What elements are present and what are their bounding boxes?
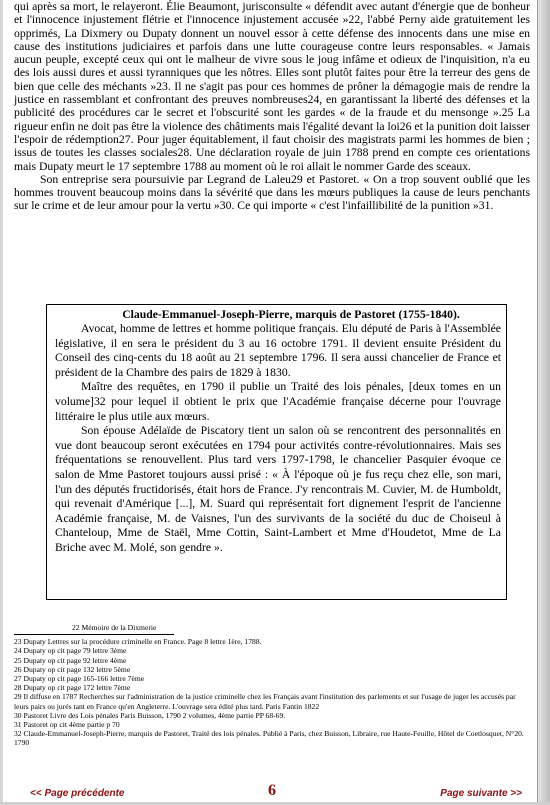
footnote-divider [14, 634, 174, 635]
scrollbar[interactable] [537, 0, 550, 805]
footnote: 31 Pastoret op cit 4ème partie p 70 [14, 720, 120, 730]
page-number: 6 [268, 782, 276, 799]
biography-box [46, 304, 507, 600]
biography-title: Claude-Emmanuel-Joseph-Pierre, marquis de Pastoret (1755-1840). [122, 308, 460, 321]
previous-page-link[interactable]: << Page précédente [30, 788, 125, 799]
biography-paragraph-3: Son épouse Adélaïde de Piscatory tient un salon où se rencontrent des personnalités en vue dont beaucoup seront exécutées en 1794 pour activités contre-révolutionnaires. Mais ses fréquentations se renouvellent. Plus tard vers 1797-1798, le chancelier Pasquier évoque ce salon de Mme Pastoret toujours aussi prisé : « À l'époque où je fus reçu chez elle, son mari, l'un des députés fructidorisés, était hors de France. J'y rencontrais M. Cuvier, M. de Humboldt, qui revenait d'Amérique [...], M. Suard qui représentait fort dignement l'esprit de l'ancienne Académie française, M. de Vaisnes, l'un des survivants de la société du duc de Choiseul à Chanteloup, Mme de Staël, Mme Cottin, Saint-Lambert et Mme d'Houdetot, Mme de La Briche avec M. Molé, son gendre ». [55, 424, 501, 554]
footnote: 32 Claude-Emmanuel-Joseph-Pierre, marquis de Pastoret, Traité des lois pénales. Publié à Paris, chez Buisson, Libraire, rue Haute-Feuille, Hôtel de Coetlosquet, N°20. 1790 [14, 729, 524, 748]
footnote: 28 Dupaty op cit page 172 lettre 7ème [14, 683, 131, 693]
footnote: 22 Mémoire de la Dixmerie [72, 623, 157, 632]
paragraph-2: Son entreprise sera poursuivie par Legrand de Laleu29 et Pastoret. « On a trop souvent oublié que les hommes trouvent beaucoup moins dans la sévérité que dans les mœurs publiques la cause de leurs penchants sur le crime et de leur amour pour la vertu »30. Ce qui importe « c'est l'infaillibilité de la punition »31. [14, 172, 530, 213]
biography-paragraph-2: Maître des requêtes, en 1790 il publie un Traité des lois pénales, [deux tomes en un volume]32 pour lequel il obtient le prix que l'Académie française décerne pour l'ouvrage littéraire le plus utile aux mœurs. [55, 380, 501, 423]
biography-paragraph-1: Avocat, homme de lettres et homme politique français. Elu député de Paris à l'Assemblée législative, il en sera le président du 3 au 16 octobre 1791. Il devient ensuite Président du Conseil des cinq-cents du 18 août au 21 septembre 1796. Il sera aussi chancelier de France et président de la Chambre des pairs de 1829 à 1830. [55, 322, 501, 379]
page-navigation [0, 782, 550, 803]
footnote: 27 Dupaty op cit page 165-166 lettre 7ème [14, 674, 145, 684]
main-text [14, 0, 530, 213]
footnotes [14, 623, 530, 748]
next-page-link[interactable]: Page suivante >> [440, 788, 522, 799]
footnote: 25 Dupaty op cit page 92 lettre 4ème [14, 655, 127, 665]
footnote: 30 Pastoret Livre des Lois pénales Paris Buisson, 1790 2 volumes, 4ème partie PP 68-69. [14, 710, 286, 720]
footnote: 24 Dupaty op cit page 79 lettre 3ème [14, 646, 127, 656]
paragraph-1: qui après sa mort, le relayeront. Élie Beaumont, jurisconsulte « défendit avec autant d'énergie que de bonheur et l'innocence injustement flétrie et l'innocence injustement accusée »22, l'abbé Perny aide gratuitement les opprimés, La Dixmery ou Dupaty donnent un nouvel essor à cette défense des innocents dans une mise en cause des institutions judiciaires et parfois dans une lutte courageuse contre leurs responsables. « Jamais aucun peuple, excepté ceux qui ont le malheur de vivre sous le joug infâme et odieux de l'inquisition, n'a eu des lois aussi dures et aussi tyranniques que les nôtres. Elles sont plutôt faites pour être la terreur des gens de bien que celle des méchants »23. Il ne s'agit pas pour ces hommes de prôner la démagogie mais de rendre la justice en rassemblant et confrontant des preuves nombreuses24, en garantissant la liberté des défenses et la publicité des procédures car le secret et l'obscurité sont les gardes « de la fraude et du mensonge ».25 La rigueur enfin ne doit pas être la violence des châtiments mais l'égalité devant la loi26 et la punition doit laisser l'espoir de rédemption27. Pour juger équitablement, il faut choisir des magistrats parmi les hommes de bien ; issus de toutes les classes sociales28. Une déclaration royale de juin 1788 prend en compte ces orientations mais Dupaty meurt le 17 septembre 1788 au moment où le roi allait le nommer Garde des sceaux. [14, 0, 530, 173]
footnote: 26 Dupaty op cit page 132 lettre 5ème [14, 664, 131, 674]
footnote: 29 Il diffuse en 1787 Recherches sur l'administration de la justice criminelle chez les Français avant l'institution des parlements et sur l'usage de juger les accusés par leurs pairs ou jurés tant en France qu'en Angleterre. L'ouvrage sera édité plus tard. Paris Fantin 1822 [14, 692, 516, 711]
page-border-left [0, 0, 3, 805]
footnote: 23 Dupaty Lettres sur la procédure criminelle en France. Page 8 lettre 1ère, 1788. [14, 637, 262, 647]
